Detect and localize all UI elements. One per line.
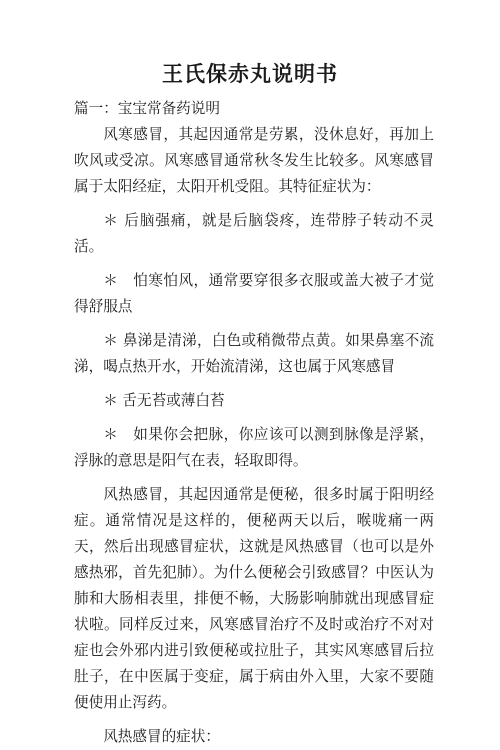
paragraph-wind-heat-symptoms-heading: 风热感冒的症状： <box>103 728 220 745</box>
document-body <box>74 96 434 750</box>
paragraph-wind-heat: 风热感冒，其起因通常是便秘，很多时属于阳明经症。通常情况是这样的，便秘两天以后，喉咙痛一两天，然后出现感冒症状，这就是风热感冒（也可以是外感热邪，首先犯肺）。为什么便秘会引致感冒？中医认为肺和大肠相表里，排便不畅，大肠影响肺就出现感冒症状啦。同样反过来，风寒感冒治疗不及时或治疗不对对症也会外邪内进引致便秘或拉肚子，其实风寒感冒后拉肚子，在中医属于变症，属于病由外入里，大家不要随便使用止泻药。 <box>74 486 434 711</box>
symptom-item-headache: ＊ 后脑强痛，就是后脑袋疼，连带脖子转动不灵活。 <box>74 212 434 255</box>
symptom-item-pulse: ＊ 如果你会把脉，你应该可以测到脉像是浮紧，浮脉的意思是阳气在表，轻取即得。 <box>74 426 434 469</box>
symptom-item-chills: ＊ 怕寒怕风，通常要穿很多衣服或盖大被子才觉得舒服点 <box>74 272 434 315</box>
paragraph-wind-cold-intro: 风寒感冒，其起因通常是劳累，没休息好，再加上吹风或受凉。风寒感冒通常秋冬发生比较多。风寒感冒属于太阳经症，太阳开机受阻。其特征症状为： <box>74 126 434 195</box>
symptom-item-nasal: ＊ 鼻涕是清涕，白色或稍微带点黄。如果鼻塞不流涕，喝点热开水，开始流清涕，这也属于风寒感冒 <box>74 332 434 375</box>
symptom-item-tongue: ＊ 舌无苔或薄白苔 <box>103 392 225 409</box>
section-heading: 篇一：宝宝常备药说明 <box>74 100 220 117</box>
document-title: 王氏保赤丸说明书 <box>162 62 338 86</box>
